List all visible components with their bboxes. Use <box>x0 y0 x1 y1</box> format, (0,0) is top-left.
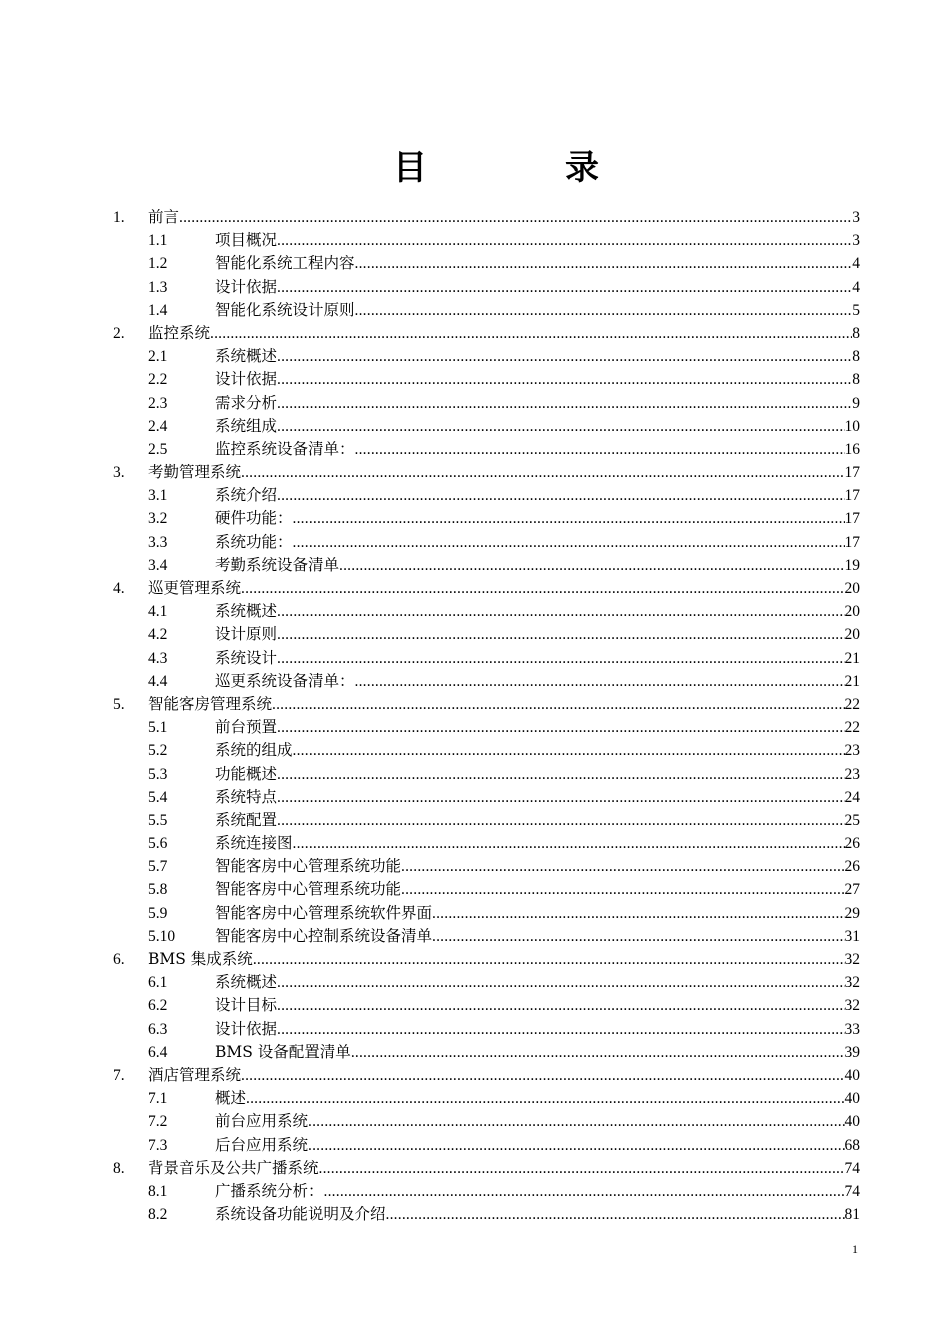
toc-entry-number: 5.5 <box>148 811 168 829</box>
toc-entry-page: 31 <box>844 927 860 945</box>
toc-entry-title: 智能化系统工程内容 <box>215 254 355 273</box>
toc-entry-section[interactable] <box>113 229 860 252</box>
toc-entry-page: 3 <box>852 209 860 226</box>
toc-entry-number: 5.3 <box>148 765 168 783</box>
toc-entry-section[interactable] <box>113 299 860 322</box>
toc-entry-page: 10 <box>844 417 860 435</box>
toc-entry-section[interactable] <box>113 878 860 901</box>
toc-leader-dots <box>432 925 844 948</box>
toc-entry-title: 系统介绍 <box>215 486 278 505</box>
toc-entry-title: 概述 <box>215 1089 247 1108</box>
toc-entry-title: 巡更系统设备清单： <box>215 671 355 690</box>
toc-entry-number: 3.4 <box>148 556 168 574</box>
toc-leader-dots <box>293 531 845 554</box>
toc-leader-dots <box>277 623 844 646</box>
toc-entry-number: 8. <box>113 1159 125 1177</box>
toc-leader-dots <box>293 739 845 762</box>
toc-entry-number: 1.4 <box>148 301 168 319</box>
toc-entry-number: 3.2 <box>148 510 168 528</box>
toc-entry-page: 17 <box>844 487 860 505</box>
toc-leader-dots <box>293 832 845 855</box>
toc-entry-section[interactable] <box>113 531 860 554</box>
toc-leader-dots <box>401 878 844 901</box>
toc-leader-dots <box>355 438 845 461</box>
toc-entry-number: 6.1 <box>148 974 168 992</box>
toc-leader-dots <box>277 276 852 299</box>
toc-entry-section[interactable] <box>113 1110 860 1133</box>
toc-entry-number: 6. <box>113 951 125 968</box>
toc-entry-section[interactable] <box>113 832 860 855</box>
toc-entry-chapter[interactable] <box>113 206 860 229</box>
toc-entry-chapter[interactable] <box>113 461 860 484</box>
toc-entry-page: 9 <box>852 394 860 412</box>
toc-entry-page: 21 <box>844 649 860 667</box>
toc-entry-number: 2.3 <box>148 394 168 412</box>
toc-entry-title: 背景音乐及公共广播系统 <box>148 1158 319 1177</box>
toc-entry-page: 29 <box>844 904 860 922</box>
toc-entry-page: 24 <box>844 788 860 806</box>
toc-entry-section[interactable] <box>113 1087 860 1110</box>
toc-leader-dots <box>277 484 844 507</box>
toc-entry-page: 25 <box>844 811 860 829</box>
toc-entry-number: 7.3 <box>148 1136 168 1154</box>
toc-entry-section[interactable] <box>113 276 860 299</box>
toc-entry-title: 监控系统 <box>148 323 211 342</box>
toc-entry-title: 系统功能： <box>215 532 293 551</box>
toc-entry-section[interactable] <box>113 345 860 368</box>
toc-entry-title: 智能客房中心管理系统功能 <box>215 857 402 876</box>
toc-entry-title: 系统概述 <box>215 973 278 992</box>
toc-entry-title: 考勤系统设备清单 <box>215 555 340 574</box>
toc-entry-title: 设计目标 <box>215 996 278 1015</box>
toc-entry-page: 5 <box>852 301 860 319</box>
toc-entry-number: 1. <box>113 209 125 226</box>
toc-entry-section[interactable] <box>113 716 860 739</box>
toc-leader-dots <box>293 507 845 530</box>
toc-entry-section[interactable] <box>113 1134 860 1157</box>
toc-entry-number: 4.3 <box>148 649 168 667</box>
toc-entry-title: 系统概述 <box>215 347 278 366</box>
toc-entry-page: 20 <box>844 626 860 644</box>
toc-entry-page: 3 <box>852 232 860 250</box>
toc-leader-dots <box>253 948 845 971</box>
toc-entry-title: 后台应用系统 <box>215 1135 309 1154</box>
toc-entry-number: 6.4 <box>148 1043 168 1061</box>
toc-leader-dots <box>277 229 852 252</box>
page-title: 目 录 <box>393 148 651 188</box>
toc-leader-dots <box>339 554 844 577</box>
toc-leader-dots <box>277 716 844 739</box>
toc-leader-dots <box>308 1110 844 1133</box>
toc-entry-title: 智能客房中心管理系统功能 <box>215 880 402 899</box>
toc-entry-title: 智能客房中心控制系统设备清单 <box>215 926 433 945</box>
toc-leader-dots <box>432 902 844 925</box>
toc-leader-dots <box>277 971 844 994</box>
toc-entry-section[interactable] <box>113 252 860 275</box>
toc-entry-title: BMS 集成系统 <box>148 950 253 968</box>
toc-entry-title: 设计依据 <box>215 370 278 389</box>
toc-entry-page: 16 <box>844 440 860 458</box>
toc-entry-section[interactable] <box>113 1180 860 1203</box>
toc-entry-title: 设计依据 <box>215 277 278 296</box>
toc-entry-number: 5.8 <box>148 881 168 899</box>
toc-entry-section[interactable] <box>113 902 860 925</box>
toc-entry-title: 酒店管理系统 <box>148 1065 242 1084</box>
toc-entry-title: 系统特点 <box>215 787 278 806</box>
toc-entry-title: 系统设计 <box>215 648 278 667</box>
toc-entry-number: 8.1 <box>148 1182 168 1200</box>
toc-entry-number: 5.2 <box>148 742 168 760</box>
toc-entry-title: 系统的组成 <box>215 741 293 760</box>
toc-entry-chapter[interactable] <box>113 322 860 345</box>
toc-entry-title: 前台应用系统 <box>215 1112 309 1131</box>
toc-entry-title: 系统设备功能说明及介绍 <box>215 1205 386 1224</box>
toc-leader-dots <box>351 1041 845 1064</box>
toc-entry-number: 5.1 <box>148 719 168 737</box>
toc-entry-section[interactable] <box>113 809 860 832</box>
toc-entry-section[interactable] <box>113 925 860 948</box>
toc-leader-dots <box>241 577 844 600</box>
toc-leader-dots <box>355 252 853 275</box>
toc-entry-number: 3.3 <box>148 533 168 551</box>
toc-entry-number: 5. <box>113 695 125 713</box>
toc-entry-number: 6.2 <box>148 997 168 1015</box>
toc-entry-title: 前言 <box>148 208 180 226</box>
toc-entry-number: 8.2 <box>148 1206 168 1224</box>
toc-entry-number: 2.2 <box>148 371 168 389</box>
toc-entry-page: 40 <box>844 1090 860 1108</box>
toc-entry-page: 33 <box>844 1020 860 1038</box>
toc-entry-number: 1.1 <box>148 232 168 250</box>
toc-entry-title: 系统概述 <box>215 602 278 621</box>
toc-entry-number: 4.1 <box>148 603 168 621</box>
toc-leader-dots <box>277 647 844 670</box>
toc-entry-page: 20 <box>844 603 860 621</box>
toc-entry-section[interactable] <box>113 600 860 623</box>
toc-entry-section[interactable] <box>113 971 860 994</box>
toc-entry-number: 7. <box>113 1066 125 1084</box>
toc-entry-section[interactable] <box>113 415 860 438</box>
toc-entry-title: 考勤管理系统 <box>148 463 242 482</box>
toc-leader-dots <box>246 1087 844 1110</box>
toc-entry-chapter[interactable] <box>113 577 860 600</box>
toc-entry-section[interactable] <box>113 647 860 670</box>
toc-entry-section[interactable] <box>113 1018 860 1041</box>
toc-entry-page: 81 <box>844 1206 860 1224</box>
toc-leader-dots <box>277 415 844 438</box>
toc-leader-dots <box>355 670 845 693</box>
toc-leader-dots <box>319 1157 845 1180</box>
toc-entry-chapter[interactable] <box>113 948 860 971</box>
toc-leader-dots <box>386 1203 845 1226</box>
toc-entry-number: 4. <box>113 580 125 597</box>
toc-entry-section[interactable] <box>113 855 860 878</box>
toc-entry-title: 广播系统分析： <box>215 1181 324 1200</box>
toc-entry-page: 27 <box>844 881 860 899</box>
toc-entry-page: 8 <box>852 348 860 366</box>
toc-entry-number: 4.4 <box>148 672 168 690</box>
toc-entry-number: 2. <box>113 324 125 342</box>
toc-entry-page: 17 <box>844 533 860 551</box>
toc-entry-number: 5.4 <box>148 788 168 806</box>
toc-entry-page: 40 <box>844 1113 860 1131</box>
toc-entry-section[interactable] <box>113 739 860 762</box>
toc-entry-title: 需求分析 <box>215 393 278 412</box>
toc-entry-number: 3. <box>113 464 125 482</box>
toc-entry-page: 22 <box>844 695 860 713</box>
toc-entry-page: 68 <box>844 1136 860 1154</box>
toc-entry-title: 智能化系统设计原则 <box>215 300 355 319</box>
toc-entry-section[interactable] <box>113 554 860 577</box>
toc-entry-page: 22 <box>844 719 860 737</box>
toc-entry-page: 32 <box>844 951 860 968</box>
toc-entry-number: 5.9 <box>148 904 168 922</box>
toc-leader-dots <box>179 206 852 229</box>
toc-leader-dots <box>277 994 844 1017</box>
toc-entry-page: 20 <box>844 580 860 597</box>
toc-entry-section[interactable] <box>113 392 860 415</box>
toc-entry-chapter[interactable] <box>113 1157 860 1180</box>
toc-entry-number: 1.3 <box>148 278 168 296</box>
toc-entry-title: BMS 设备配置清单 <box>215 1042 351 1061</box>
toc-entry-title: 系统组成 <box>215 416 278 435</box>
toc-entry-title: 系统连接图 <box>215 834 293 853</box>
toc-entry-number: 2.5 <box>148 440 168 458</box>
toc-leader-dots <box>308 1134 844 1157</box>
toc-entry-section[interactable] <box>113 368 860 391</box>
toc-entry-section[interactable] <box>113 507 860 530</box>
toc-entry-section[interactable] <box>113 623 860 646</box>
toc-entry-number: 2.4 <box>148 417 168 435</box>
toc-entry-title: 监控系统设备清单： <box>215 439 355 458</box>
toc-entry-page: 8 <box>852 324 860 342</box>
toc-entry-number: 5.7 <box>148 858 168 876</box>
toc-entry-title: 项目概况 <box>215 231 278 250</box>
toc-leader-dots <box>210 322 852 345</box>
toc-entry-section[interactable] <box>113 1203 860 1226</box>
toc-entry-number: 5.6 <box>148 835 168 853</box>
toc-leader-dots <box>277 1018 844 1041</box>
toc-entry-page: 21 <box>844 672 860 690</box>
toc-entry-page: 32 <box>844 974 860 992</box>
toc-entry-page: 4 <box>852 278 860 296</box>
toc-entry-number: 6.3 <box>148 1020 168 1038</box>
toc-entry-page: 23 <box>844 742 860 760</box>
toc-leader-dots <box>277 345 852 368</box>
toc-entry-page: 26 <box>844 835 860 853</box>
toc-leader-dots <box>241 1064 844 1087</box>
toc-entry-section[interactable] <box>113 484 860 507</box>
toc-entry-page: 4 <box>852 255 860 273</box>
toc-leader-dots <box>324 1180 845 1203</box>
toc-entry-page: 23 <box>844 765 860 783</box>
toc-leader-dots <box>272 693 844 716</box>
toc-entry-title: 功能概述 <box>215 764 278 783</box>
toc-entry-section[interactable] <box>113 994 860 1017</box>
toc-entry-section[interactable] <box>113 670 860 693</box>
toc-entry-page: 40 <box>844 1066 860 1084</box>
toc-entry-page: 26 <box>844 858 860 876</box>
table-of-contents <box>113 206 860 1226</box>
toc-entry-number: 5.10 <box>148 927 176 945</box>
toc-leader-dots <box>277 368 852 391</box>
toc-leader-dots <box>401 855 844 878</box>
toc-entry-title: 智能客房管理系统 <box>148 694 273 713</box>
toc-entry-chapter[interactable] <box>113 693 860 716</box>
toc-leader-dots <box>277 600 844 623</box>
toc-leader-dots <box>277 809 844 832</box>
toc-entry-page: 17 <box>844 510 860 528</box>
toc-leader-dots <box>241 461 844 484</box>
toc-entry-page: 39 <box>844 1043 860 1061</box>
toc-entry-page: 32 <box>844 997 860 1015</box>
toc-leader-dots <box>355 299 853 322</box>
toc-entry-section[interactable] <box>113 438 860 461</box>
toc-entry-section[interactable] <box>113 763 860 786</box>
page-number: 1 <box>852 1242 858 1256</box>
toc-entry-title: 设计原则 <box>215 625 278 644</box>
toc-leader-dots <box>277 392 852 415</box>
toc-entry-number: 1.2 <box>148 255 168 273</box>
toc-entry-chapter[interactable] <box>113 1064 860 1087</box>
toc-entry-number: 4.2 <box>148 626 168 644</box>
toc-leader-dots <box>277 786 844 809</box>
toc-entry-title: 设计依据 <box>215 1019 278 1038</box>
toc-entry-title: 系统配置 <box>215 810 278 829</box>
toc-entry-number: 7.1 <box>148 1090 168 1108</box>
toc-entry-section[interactable] <box>113 1041 860 1064</box>
toc-entry-title: 硬件功能： <box>215 509 293 528</box>
toc-entry-page: 19 <box>844 556 860 574</box>
toc-entry-number: 2.1 <box>148 348 168 366</box>
toc-entry-title: 巡更管理系统 <box>148 579 242 597</box>
toc-entry-number: 3.1 <box>148 487 168 505</box>
toc-entry-page: 74 <box>844 1159 860 1177</box>
toc-entry-title: 智能客房中心管理系统软件界面 <box>215 903 433 922</box>
toc-entry-number: 7.2 <box>148 1113 168 1131</box>
toc-entry-page: 17 <box>844 464 860 482</box>
toc-entry-section[interactable] <box>113 786 860 809</box>
toc-entry-title: 前台预置 <box>215 718 278 737</box>
toc-leader-dots <box>277 763 844 786</box>
toc-entry-page: 74 <box>844 1182 860 1200</box>
toc-entry-page: 8 <box>852 371 860 389</box>
